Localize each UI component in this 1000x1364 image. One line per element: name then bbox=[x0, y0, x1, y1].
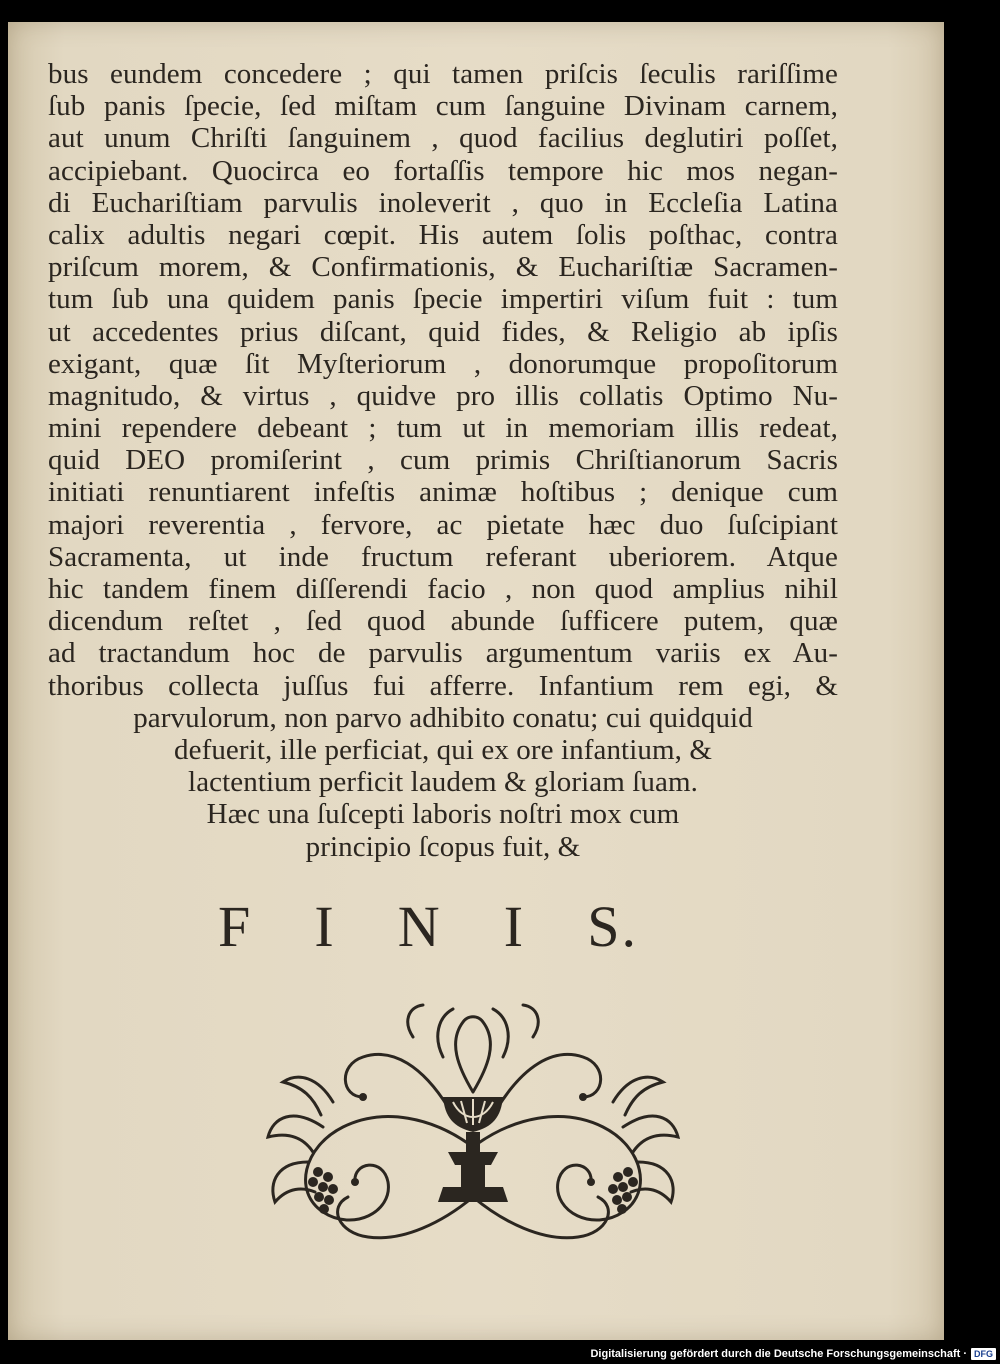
text-line-11: magnitudo, & virtus , quidve pro illis collatis Optimo Nu- bbox=[48, 379, 838, 412]
text-line-1: bus eundem concedere ; qui tamen priſcis ſeculis rariſſime bbox=[48, 58, 838, 90]
text-line-15: majori reverentia , fervore, ac pietate hæc duo ſuſcipiant bbox=[48, 508, 838, 541]
vase-ornament-icon bbox=[263, 997, 683, 1267]
text-line-13: quid DEO promiſerint , cum primis Chriſtianorum Sacris bbox=[48, 444, 838, 477]
dfg-logo-icon: DFG bbox=[971, 1348, 996, 1360]
text-line-4: accipiebant. Quocirca eo fortaſſis tempore hic mos negan- bbox=[48, 154, 838, 187]
text-line-14: initiati renuntiarent infeſtis animæ hoſtibus ; denique cum bbox=[48, 476, 838, 509]
centered-line-1: parvulorum, non parvo adhibito conatu; cui quidquid bbox=[133, 701, 753, 734]
text-line-7: priſcum morem, & Confirmationis, & Euchariſtiæ Sacramen- bbox=[48, 251, 838, 284]
finis-heading: F I N I S. bbox=[218, 894, 638, 959]
text-line-6: calix adultis negari cœpit. His autem ſolis poſthac, contra bbox=[48, 218, 838, 251]
text-line-19: ad tractandum hoc de parvulis argumentum variis ex Au- bbox=[48, 637, 838, 670]
text-line-5: di Euchariſtiam parvulis inoleverit , quo in Eccleſia Latina bbox=[48, 186, 838, 219]
text-line-16: Sacramenta, ut inde fructum referant uberiorem. Atque bbox=[48, 540, 838, 573]
text-line-3: aut unum Chriſti ſanguinem , quod facilius deglutiri poſſet, bbox=[48, 122, 838, 155]
text-line-18: dicendum reſtet , ſed quod abunde ſufficere putem, quæ bbox=[48, 605, 838, 638]
text-line-10: exigant, quæ ſit Myſteriorum , donorumque propoſitorum bbox=[48, 347, 838, 380]
digitization-footer bbox=[560, 1346, 996, 1362]
text-line-20: thoribus collecta juſſus fui afferre. Infantium rem egi, & bbox=[48, 669, 838, 702]
text-line-2: ſub panis ſpecie, ſed miſtam cum ſanguine Divinam carnem, bbox=[48, 90, 838, 123]
centered-line-3: lactentium perficit laudem & gloriam ſuam. bbox=[188, 766, 698, 799]
text-line-17: hic tandem finem diſſerendi facio , non quod amplius nihil bbox=[48, 573, 838, 605]
centered-line-4: Hæc una ſuſcepti laboris noſtri mox cum bbox=[206, 798, 680, 831]
centered-line-2: defuerit, ille perficiat, qui ex ore infantium, & bbox=[174, 733, 712, 766]
footer-text: Digitalisierung gefördert durch die Deutsche Forschungsgemeinschaft · bbox=[590, 1348, 967, 1360]
text-line-8: tum ſub una quidem panis ſpecie impertiri viſum fuit : tum bbox=[48, 283, 838, 316]
text-line-12: mini rependere debeant ; tum ut in memoriam illis redeat, bbox=[48, 412, 838, 445]
text-line-9: ut accedentes prius diſcant, quid fides, & Religio ab ipſis bbox=[48, 315, 838, 348]
book-page bbox=[8, 22, 944, 1340]
body-text bbox=[48, 58, 838, 863]
centered-line-5: principio ſcopus fuit, & bbox=[305, 830, 581, 863]
